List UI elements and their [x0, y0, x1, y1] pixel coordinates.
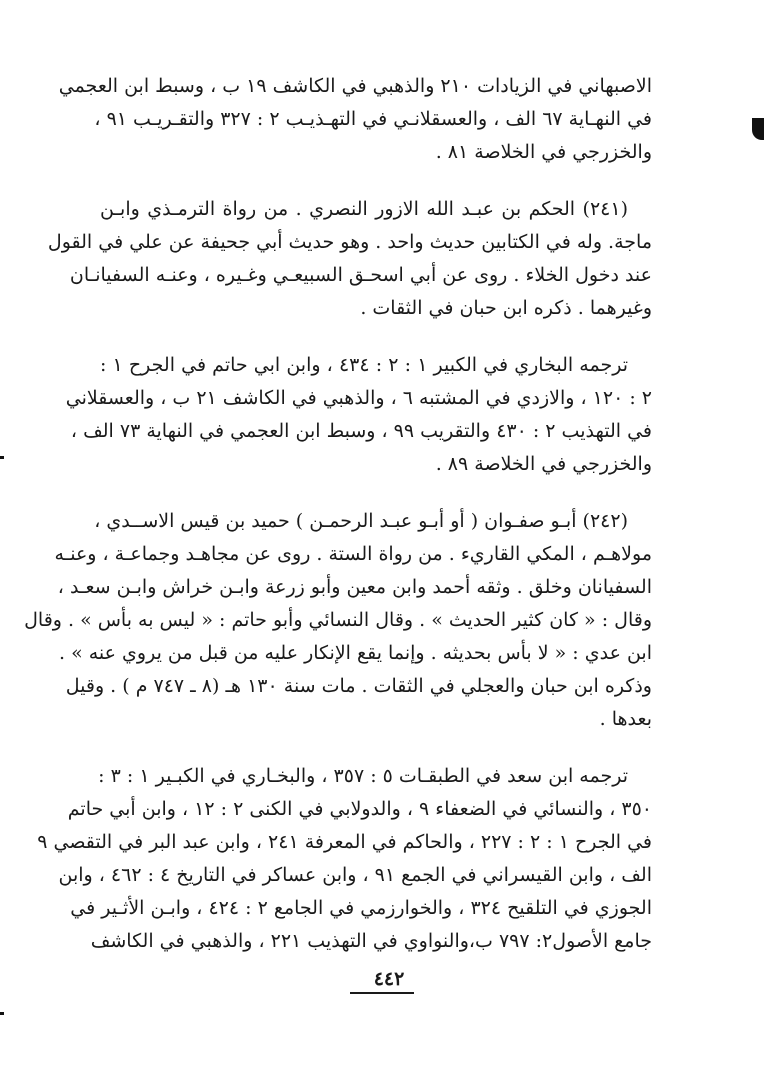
text-line: (٢٤١) الحكم بن عبـد الله الازور النصري . من رواة الترمـذي وابـن: [100, 198, 628, 220]
text-line: جامع الأصول٢: ٧٩٧ ب،والنواوي في التهذيب ٢٢١ ، والذهبي في الكاشف: [90, 930, 652, 952]
paragraph-references-242: [37, 760, 652, 958]
text-line: ٣٥٠ ، والنسائي في الضعفاء ٩ ، والدولابي في الكنى ٢ : ١٢ ، وابن أبي حاتم: [67, 798, 652, 820]
paragraph-references-241: [65, 349, 652, 481]
text-line: في التهذيب ٢ : ٤٣٠ والتقريب ٩٩ ، وسبط ابن العجمي في النهاية ٧٣ الف ،: [70, 420, 652, 442]
text-line: ترجمه ابن سعد في الطبقـات ٥ : ٣٥٧ ، والبخـاري في الكبـير ١ : ٣ :: [98, 765, 628, 787]
text-line: في الجرح ١ : ٢ : ٢٢٧ ، والحاكم في المعرفة ٢٤١ ، وابن عبد البر في التقصي ٩: [37, 831, 652, 853]
text-line: ترجمه البخاري في الكبير ١ : ٢ : ٤٣٤ ، وابن ابي حاتم في الجرح ١ :: [100, 354, 628, 376]
text-line: بعدها .: [599, 708, 652, 730]
text-line: ابن عدي : « لا بأس بحديثه . وإنما يقع الإنكار عليه من قبل من يروي عنه » .: [59, 642, 652, 664]
text-line: السفيانان وخلق . وثقه أحمد وابن معين وأبو زرعة وابـن خراش وابـن سعـد ،: [57, 576, 652, 598]
text-line: في النهـاية ٦٧ الف ، والعسقلانـي في التهـذيـب ٢ : ٣٢٧ والتقـريـب ٩١ ،: [94, 108, 652, 130]
text-line: الجوزي في التلقيح ٣٢٤ ، والخوارزمي في الجامع ٢ : ٤٢٤ ، وابـن الأثـير في: [70, 897, 652, 919]
edge-mark-bottom: [0, 1012, 4, 1015]
paragraph-entry-242: [24, 505, 652, 736]
text-line: وقال : « كان كثير الحديث » . وقال النسائي وأبو حاتم : « ليس به بأس » . وقال: [24, 609, 652, 631]
page-number-text: ٤٤٢: [350, 968, 415, 994]
text-line: والخزرجي في الخلاصة ٨١ .: [435, 141, 652, 163]
text-line: وذكره ابن حبان والعجلي في الثقات . مات سنة ١٣٠ هـ (٨ ـ ٧٤٧ م ) . وقيل: [65, 675, 652, 697]
edge-mark-middle: [0, 456, 4, 459]
text-line: الاصبهاني في الزيادات ٢١٠ والذهبي في الكاشف ١٩ ب ، وسبط ابن العجمي: [58, 75, 652, 97]
text-line: مولاهـم ، المكي القاريء . من رواة الستة . روى عن مجاهـد وجماعـة ، وعنـه: [54, 543, 652, 565]
edge-mark-top: [752, 118, 764, 140]
text-line: والخزرجي في الخلاصة ٨٩ .: [435, 453, 652, 475]
page-number: [0, 968, 764, 994]
paragraph-1: [58, 70, 652, 169]
text-line: (٢٤٢) أبـو صفـوان ( أو أبـو عبـد الرحمـن ) حميد بن قيس الاســدي ،: [94, 510, 628, 532]
text-line: الف ، وابن القيسراني في الجمع ٩١ ، وابن عساكر في التاريخ ٤ : ٤٦٢ ، وابن: [58, 864, 652, 886]
paragraph-entry-241: [47, 193, 652, 325]
text-line: وغيرهما . ذكره ابن حبان في الثقات .: [360, 297, 652, 319]
text-line: عند دخول الخلاء . روى عن أبي اسحـق السبيعـي وغـيره ، وعنـه السفيانـان: [69, 264, 652, 286]
text-line: ماجة. وله في الكتابين حديث واحد . وهو حديث أبي جحيفة عن علي في القول: [47, 231, 652, 253]
text-line: ٢ : ١٢٠ ، والازدي في المشتبه ٦ ، والذهبي في الكاشف ٢١ ب ، والعسقلاني: [65, 387, 652, 409]
page-body: [24, 70, 652, 982]
